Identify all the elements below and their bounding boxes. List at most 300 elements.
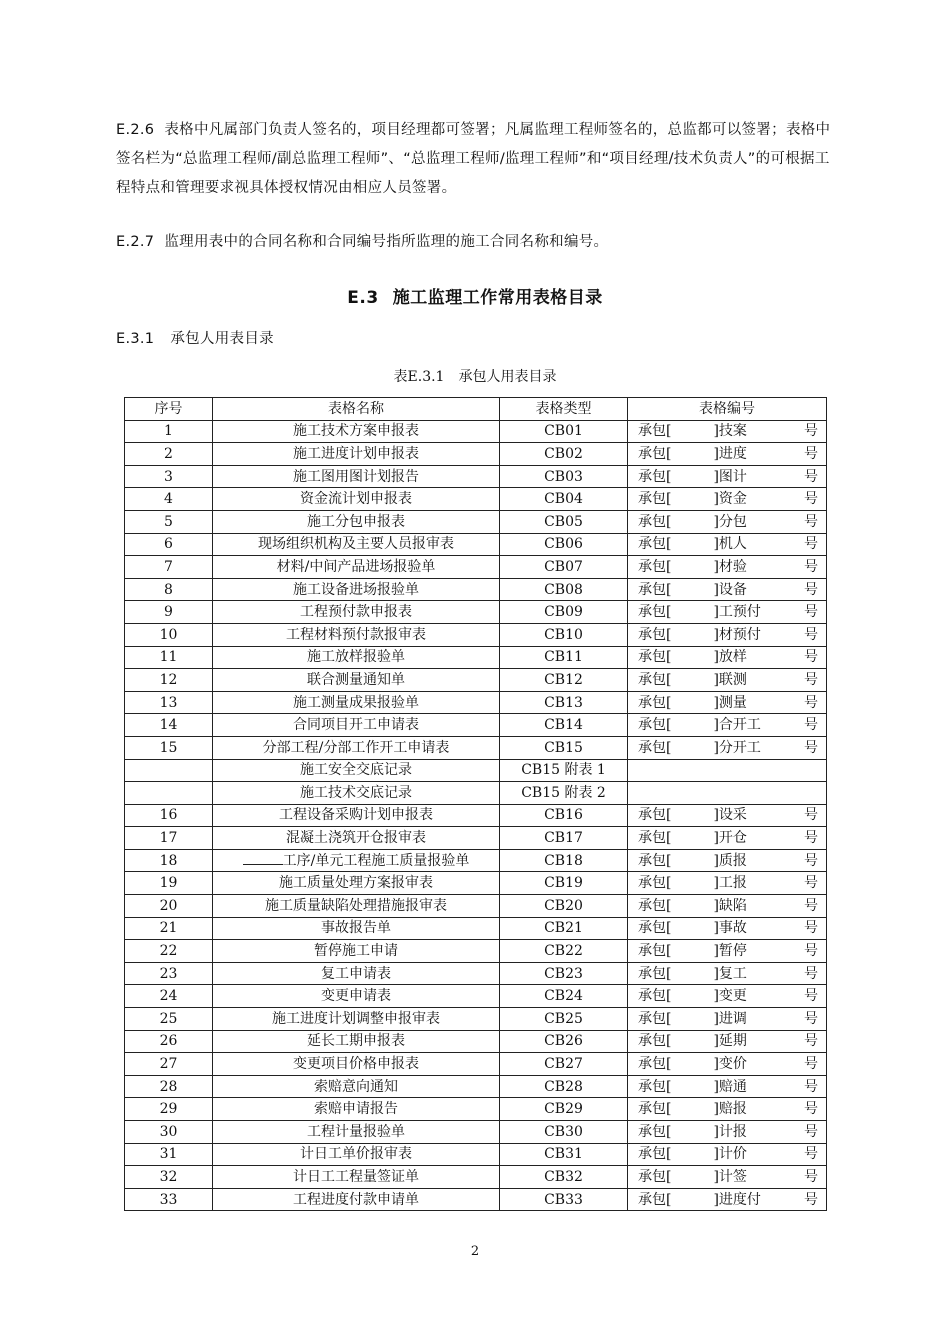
code-kind: ]合开工 xyxy=(713,717,761,734)
cell-type: CB26 xyxy=(500,1030,628,1053)
cell-type: CB13 xyxy=(500,691,628,714)
cell-no: 15 xyxy=(125,736,213,759)
code-suffix: 号 xyxy=(804,423,818,440)
fill-in-blank xyxy=(243,852,283,865)
form-code xyxy=(628,421,826,441)
cell-no: 22 xyxy=(125,940,213,963)
code-suffix: 号 xyxy=(804,717,818,734)
form-name: 施工进度计划调整申报审表 xyxy=(272,1010,440,1027)
form-code xyxy=(628,444,826,464)
cell-no: 27 xyxy=(125,1053,213,1076)
form-code xyxy=(628,557,826,577)
cell-no: 9 xyxy=(125,601,213,624)
cell-code xyxy=(628,849,827,872)
cell-name xyxy=(213,510,500,533)
form-name: 施工质量处理方案报审表 xyxy=(279,875,433,892)
form-code xyxy=(628,1144,826,1164)
form-code xyxy=(628,964,826,984)
form-code xyxy=(628,1099,826,1119)
table-row xyxy=(125,714,827,737)
cell-type: CB33 xyxy=(500,1188,628,1211)
form-code xyxy=(628,1077,826,1097)
code-kind: ]分开工 xyxy=(713,739,761,756)
code-suffix: 号 xyxy=(804,1168,818,1185)
code-kind: ]缺陷 xyxy=(713,897,747,914)
table-body xyxy=(125,420,827,1211)
cell-code xyxy=(628,420,827,443)
cell-name xyxy=(213,443,500,466)
form-code xyxy=(628,918,826,938)
cell-no: 1 xyxy=(125,420,213,443)
cell-name xyxy=(213,465,500,488)
code-kind: ]进调 xyxy=(713,1010,747,1027)
cell-type: CB15 附表 2 xyxy=(500,782,628,805)
cell-code xyxy=(628,465,827,488)
code-kind: ]材预付 xyxy=(713,626,761,643)
table-row xyxy=(125,782,827,805)
form-name: 工程材料预付款报审表 xyxy=(286,626,426,643)
table-row xyxy=(125,1030,827,1053)
cell-name xyxy=(213,827,500,850)
cell-code xyxy=(628,1030,827,1053)
cell-code xyxy=(628,488,827,511)
code-kind: ]材验 xyxy=(713,558,747,575)
code-suffix: 号 xyxy=(804,739,818,756)
form-name: 工程设备采购计划申报表 xyxy=(279,807,433,824)
code-prefix: 承包[ xyxy=(638,491,672,508)
form-name: 混凝土浇筑开仓报审表 xyxy=(286,830,426,847)
cell-name xyxy=(213,420,500,443)
table-row xyxy=(125,1143,827,1166)
cell-type: CB14 xyxy=(500,714,628,737)
cell-name xyxy=(213,714,500,737)
code-prefix: 承包[ xyxy=(638,1010,672,1027)
cell-no: 12 xyxy=(125,669,213,692)
form-name: 施工分包申报表 xyxy=(307,513,405,530)
cell-name xyxy=(213,917,500,940)
code-suffix: 号 xyxy=(804,649,818,666)
cell-no: 11 xyxy=(125,646,213,669)
table-caption xyxy=(0,366,950,386)
cell-no: 29 xyxy=(125,1098,213,1121)
form-code xyxy=(628,512,826,532)
cell-name xyxy=(213,601,500,624)
cell-type: CB29 xyxy=(500,1098,628,1121)
code-kind: ]计价 xyxy=(713,1146,747,1163)
code-kind: ]复工 xyxy=(713,965,747,982)
code-kind: ]技案 xyxy=(713,423,747,440)
code-suffix: 号 xyxy=(804,536,818,553)
table-caption-number: 表E.3.1 xyxy=(393,369,445,385)
code-suffix: 号 xyxy=(804,965,818,982)
cell-type: CB20 xyxy=(500,895,628,918)
cell-name xyxy=(213,804,500,827)
form-code xyxy=(628,1190,826,1210)
code-suffix: 号 xyxy=(804,920,818,937)
cell-code xyxy=(628,1143,827,1166)
cell-no: 30 xyxy=(125,1121,213,1144)
form-name: 施工设备进场报验单 xyxy=(293,581,419,598)
section-heading xyxy=(0,283,950,308)
table-row xyxy=(125,510,827,533)
form-name: 施工质量缺陷处理措施报审表 xyxy=(265,897,447,914)
cell-type: CB01 xyxy=(500,420,628,443)
cell-code xyxy=(628,1166,827,1189)
form-name: 索赔申请报告 xyxy=(314,1101,398,1118)
table-row xyxy=(125,601,827,624)
form-name: 计日工单价报审表 xyxy=(300,1146,412,1163)
table-row xyxy=(125,1053,827,1076)
code-kind: ]质报 xyxy=(713,852,747,869)
code-kind: ]设备 xyxy=(713,581,747,598)
cell-type: CB27 xyxy=(500,1053,628,1076)
cell-no: 18 xyxy=(125,849,213,872)
cell-name xyxy=(213,691,500,714)
cell-name xyxy=(213,962,500,985)
cell-name xyxy=(213,985,500,1008)
table-row xyxy=(125,917,827,940)
form-name: 工序/单元工程施工质量报验单 xyxy=(282,852,470,869)
cell-name xyxy=(213,872,500,895)
code-suffix: 号 xyxy=(804,988,818,1005)
header-no: 序号 xyxy=(125,398,213,421)
cell-code xyxy=(628,804,827,827)
table-row xyxy=(125,1075,827,1098)
cell-code xyxy=(628,782,827,805)
form-name: 现场组织机构及主要人员报审表 xyxy=(258,536,454,553)
cell-no: 21 xyxy=(125,917,213,940)
cell-code xyxy=(628,872,827,895)
code-kind: ]赔报 xyxy=(713,1101,747,1118)
cell-no: 5 xyxy=(125,510,213,533)
paragraph-text: 表格中凡属部门负责人签名的，项目经理都可签署；凡属监理工程师签名的，总监都可以签署；表格中签名栏为“总监理工程师/副总监理工程师”、“总监理工程师/监理工程师”和“项目经理/技术负责人”的可根据工程特点和管理要求视具体授权情况由相应人员签署。 xyxy=(116,122,831,196)
cell-name xyxy=(213,578,500,601)
code-suffix: 号 xyxy=(804,1101,818,1118)
cell-type: CB16 xyxy=(500,804,628,827)
cell-code xyxy=(628,443,827,466)
cell-code xyxy=(628,985,827,1008)
table-row xyxy=(125,895,827,918)
cell-type: CB15 xyxy=(500,736,628,759)
table-header-row xyxy=(125,398,827,421)
cell-code xyxy=(628,669,827,692)
code-suffix: 号 xyxy=(804,1146,818,1163)
cell-name xyxy=(213,1121,500,1144)
form-code xyxy=(628,580,826,600)
code-kind: ]工报 xyxy=(713,875,747,892)
code-suffix: 号 xyxy=(804,491,818,508)
code-kind: ]分包 xyxy=(713,513,747,530)
code-suffix: 号 xyxy=(804,626,818,643)
form-code xyxy=(628,1122,826,1142)
cell-type: CB08 xyxy=(500,578,628,601)
cell-type: CB25 xyxy=(500,1008,628,1031)
code-kind: ]联测 xyxy=(713,671,747,688)
cell-name xyxy=(213,782,500,805)
cell-no: 25 xyxy=(125,1008,213,1031)
cell-type: CB04 xyxy=(500,488,628,511)
cell-no: 26 xyxy=(125,1030,213,1053)
cell-code xyxy=(628,1188,827,1211)
cell-type: CB10 xyxy=(500,623,628,646)
code-prefix: 承包[ xyxy=(638,875,672,892)
cell-no: 19 xyxy=(125,872,213,895)
code-kind: ]变更 xyxy=(713,988,747,1005)
form-code xyxy=(628,896,826,916)
code-prefix: 承包[ xyxy=(638,943,672,960)
form-code xyxy=(628,715,826,735)
form-name: 工程计量报验单 xyxy=(307,1123,405,1140)
code-suffix: 号 xyxy=(804,558,818,575)
code-prefix: 承包[ xyxy=(638,445,672,462)
code-suffix: 号 xyxy=(804,1123,818,1140)
table-caption-title: 承包人用表目录 xyxy=(458,369,557,385)
form-code xyxy=(628,738,826,758)
form-name: 分部工程/分部工作开工申请表 xyxy=(262,739,450,756)
cell-type: CB24 xyxy=(500,985,628,1008)
form-name: 施工图用图计划报告 xyxy=(293,468,419,485)
cell-code xyxy=(628,510,827,533)
code-prefix: 承包[ xyxy=(638,1078,672,1095)
cell-name xyxy=(213,759,500,782)
code-kind: ]变价 xyxy=(713,1056,747,1073)
table-row xyxy=(125,849,827,872)
code-prefix: 承包[ xyxy=(638,671,672,688)
cell-type: CB02 xyxy=(500,443,628,466)
table-row xyxy=(125,443,827,466)
code-prefix: 承包[ xyxy=(638,1101,672,1118)
form-code xyxy=(628,467,826,487)
header-name: 表格名称 xyxy=(213,398,500,421)
code-kind: ]赔通 xyxy=(713,1078,747,1095)
cell-code xyxy=(628,533,827,556)
form-name: 工程预付款申报表 xyxy=(300,604,412,621)
header-type: 表格类型 xyxy=(500,398,628,421)
cell-type: CB18 xyxy=(500,849,628,872)
table-row xyxy=(125,736,827,759)
cell-code xyxy=(628,759,827,782)
cell-type: CB03 xyxy=(500,465,628,488)
table-row xyxy=(125,759,827,782)
cell-no: 3 xyxy=(125,465,213,488)
cell-no: 2 xyxy=(125,443,213,466)
cell-name xyxy=(213,940,500,963)
cell-type: CB09 xyxy=(500,601,628,624)
cell-name xyxy=(213,623,500,646)
code-prefix: 承包[ xyxy=(638,739,672,756)
table-row xyxy=(125,872,827,895)
code-prefix: 承包[ xyxy=(638,536,672,553)
form-catalog-table xyxy=(124,397,827,1211)
cell-no: 7 xyxy=(125,556,213,579)
code-suffix: 号 xyxy=(804,694,818,711)
code-prefix: 承包[ xyxy=(638,1168,672,1185)
code-suffix: 号 xyxy=(804,1056,818,1073)
form-code xyxy=(628,489,826,509)
code-prefix: 承包[ xyxy=(638,513,672,530)
cell-type: CB28 xyxy=(500,1075,628,1098)
table-row xyxy=(125,646,827,669)
form-name: 暂停施工申请 xyxy=(314,943,398,960)
code-prefix: 承包[ xyxy=(638,1056,672,1073)
code-prefix: 承包[ xyxy=(638,626,672,643)
form-code xyxy=(628,941,826,961)
cell-name xyxy=(213,646,500,669)
cell-type: CB23 xyxy=(500,962,628,985)
table-row xyxy=(125,488,827,511)
header-code: 表格编号 xyxy=(628,398,827,421)
code-suffix: 号 xyxy=(804,1033,818,1050)
cell-no: 23 xyxy=(125,962,213,985)
table-row xyxy=(125,420,827,443)
table-row xyxy=(125,1188,827,1211)
form-code xyxy=(628,1167,826,1187)
form-name: 工程进度付款申请单 xyxy=(293,1191,419,1208)
cell-code xyxy=(628,1121,827,1144)
code-suffix: 号 xyxy=(804,897,818,914)
code-prefix: 承包[ xyxy=(638,558,672,575)
cell-name xyxy=(213,488,500,511)
cell-type: CB15 附表 1 xyxy=(500,759,628,782)
code-suffix: 号 xyxy=(804,830,818,847)
cell-no: 8 xyxy=(125,578,213,601)
paragraph-number: E.2.7 xyxy=(116,234,155,250)
subsection-number: E.3.1 xyxy=(116,331,155,347)
code-suffix: 号 xyxy=(804,807,818,824)
cell-no: 14 xyxy=(125,714,213,737)
form-name: 材料/中间产品进场报验单 xyxy=(276,558,436,575)
code-suffix: 号 xyxy=(804,671,818,688)
code-kind: ]设采 xyxy=(713,807,747,824)
code-suffix: 号 xyxy=(804,943,818,960)
form-name: 延长工期申报表 xyxy=(307,1033,405,1050)
form-name: 复工申请表 xyxy=(321,965,391,982)
table-row xyxy=(125,691,827,714)
cell-name xyxy=(213,736,500,759)
cell-code xyxy=(628,827,827,850)
cell-no xyxy=(125,782,213,805)
cell-code xyxy=(628,646,827,669)
table-row xyxy=(125,1166,827,1189)
cell-type: CB12 xyxy=(500,669,628,692)
code-kind: ]计报 xyxy=(713,1123,747,1140)
form-name: 施工技术方案申报表 xyxy=(293,423,419,440)
table-row xyxy=(125,669,827,692)
code-suffix: 号 xyxy=(804,852,818,869)
cell-no: 24 xyxy=(125,985,213,1008)
table-row xyxy=(125,533,827,556)
form-code xyxy=(628,647,826,667)
code-prefix: 承包[ xyxy=(638,830,672,847)
form-name: 施工进度计划申报表 xyxy=(293,445,419,462)
paragraph-number: E.2.6 xyxy=(116,122,155,138)
code-kind: ]资金 xyxy=(713,491,747,508)
cell-name xyxy=(213,1030,500,1053)
form-code xyxy=(628,805,826,825)
form-code xyxy=(628,851,826,871)
form-code xyxy=(628,1031,826,1051)
cell-code xyxy=(628,1053,827,1076)
table-row xyxy=(125,985,827,1008)
cell-code xyxy=(628,917,827,940)
code-kind: ]进度 xyxy=(713,445,747,462)
paragraph-text: 监理用表中的合同名称和合同编号指所监理的施工合同名称和编号。 xyxy=(164,234,609,250)
cell-name xyxy=(213,1075,500,1098)
form-code xyxy=(628,828,826,848)
form-name: 计日工工程量签证单 xyxy=(293,1168,419,1185)
form-code xyxy=(628,693,826,713)
form-code xyxy=(628,986,826,1006)
cell-no: 4 xyxy=(125,488,213,511)
subsection-heading xyxy=(116,329,836,349)
code-prefix: 承包[ xyxy=(638,694,672,711)
form-code xyxy=(628,1009,826,1029)
form-name: 施工测量成果报验单 xyxy=(293,694,419,711)
cell-name xyxy=(213,1098,500,1121)
cell-no: 16 xyxy=(125,804,213,827)
cell-type: CB17 xyxy=(500,827,628,850)
code-prefix: 承包[ xyxy=(638,965,672,982)
code-suffix: 号 xyxy=(804,1078,818,1095)
code-suffix: 号 xyxy=(804,468,818,485)
code-prefix: 承包[ xyxy=(638,604,672,621)
code-prefix: 承包[ xyxy=(638,423,672,440)
form-name: 施工放样报验单 xyxy=(307,649,405,666)
code-suffix: 号 xyxy=(804,875,818,892)
table-row xyxy=(125,578,827,601)
code-prefix: 承包[ xyxy=(638,988,672,1005)
cell-code xyxy=(628,895,827,918)
form-name: 变更申请表 xyxy=(321,988,391,1005)
table-row xyxy=(125,940,827,963)
code-kind: ]暂停 xyxy=(713,943,747,960)
form-code xyxy=(628,670,826,690)
code-prefix: 承包[ xyxy=(638,468,672,485)
table-row xyxy=(125,1121,827,1144)
code-prefix: 承包[ xyxy=(638,717,672,734)
cell-no: 17 xyxy=(125,827,213,850)
cell-code xyxy=(628,578,827,601)
form-code xyxy=(628,1054,826,1074)
paragraph-e-2-6 xyxy=(116,116,836,203)
code-kind: ]测量 xyxy=(713,694,747,711)
cell-name xyxy=(213,556,500,579)
cell-name xyxy=(213,895,500,918)
cell-no: 33 xyxy=(125,1188,213,1211)
form-code xyxy=(628,534,826,554)
table-row xyxy=(125,962,827,985)
code-kind: ]工预付 xyxy=(713,604,761,621)
cell-no: 32 xyxy=(125,1166,213,1189)
form-name: 索赔意向通知 xyxy=(314,1078,398,1095)
table-row xyxy=(125,827,827,850)
cell-no: 28 xyxy=(125,1075,213,1098)
cell-code xyxy=(628,623,827,646)
table-row xyxy=(125,556,827,579)
form-code xyxy=(628,625,826,645)
code-prefix: 承包[ xyxy=(638,1191,672,1208)
form-code xyxy=(628,873,826,893)
code-prefix: 承包[ xyxy=(638,1123,672,1140)
cell-code xyxy=(628,736,827,759)
cell-code xyxy=(628,1075,827,1098)
cell-type: CB21 xyxy=(500,917,628,940)
cell-name xyxy=(213,1188,500,1211)
code-suffix: 号 xyxy=(804,445,818,462)
cell-code xyxy=(628,714,827,737)
cell-type: CB22 xyxy=(500,940,628,963)
code-kind: ]开仓 xyxy=(713,830,747,847)
